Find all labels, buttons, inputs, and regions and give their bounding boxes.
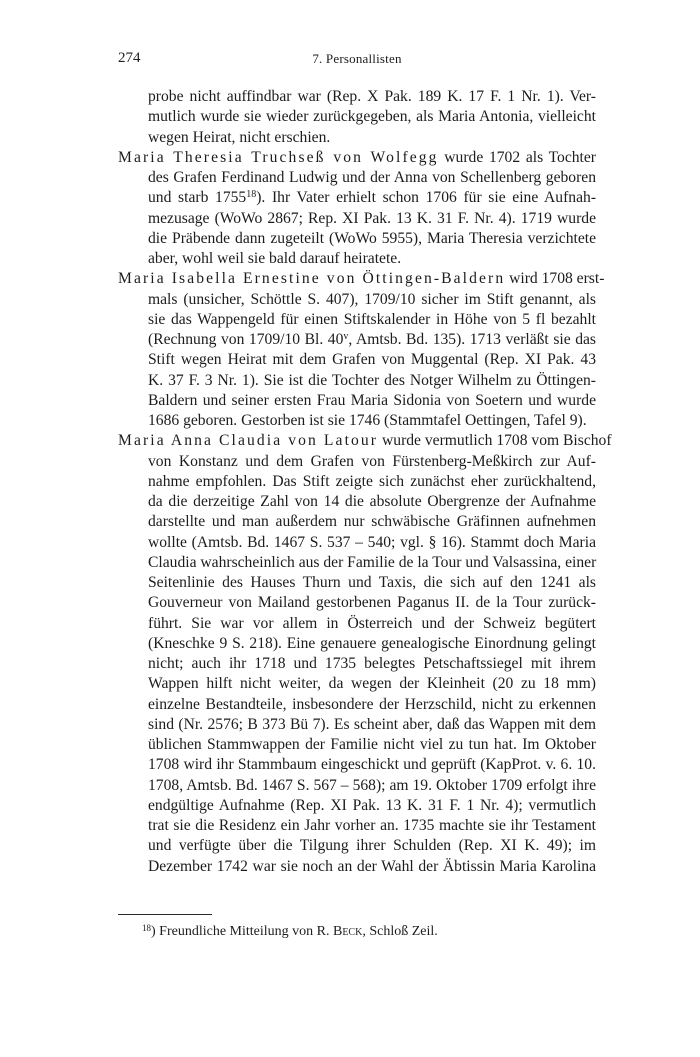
footnote-marker: 18 [142, 923, 151, 933]
text-line: Gouverneur von Mailand gestorbenen Paganus II. de la Tour zurück- [148, 594, 596, 612]
text-line: Wappen hilft nicht weiter, da wegen der Kleinheit (20 zu 18 mm) [148, 675, 596, 693]
entry-latour [118, 431, 612, 877]
person-name: Maria Isabella Ernestine von Öttingen-Baldern [118, 270, 506, 288]
text-line: sie das Wappengeld für einen Stiftskalender in Höhe von 5 fl bezahlt [148, 310, 596, 328]
text-line: probe nicht auffindbar war (Rep. X Pak. 189 K. 17 F. 1 Nr. 1). Ver- [148, 88, 596, 105]
text-line: trat sie die Residenz ein Jahr vorher an. 1735 machte sie ihr Testament [148, 817, 596, 834]
text-line: Baldern und seiner ersten Frau Maria Sidonia von Soetern und wurde [148, 391, 596, 409]
text-line: K. 37 F. 3 Nr. 1). Sie ist die Tochter des Notger Wilhelm zu Öttingen- [148, 371, 596, 389]
text-line: Maria Theresia Truchseß von Wolfegg wurde 1702 als Tochter [118, 148, 596, 166]
text-line: einzelne Bestandteile, insbesondere der Herzschild, nicht zu erkennen [148, 695, 596, 713]
text-line: 1708 wird ihr Stammbaum eingeschickt und geprüft (KapProt. v. 6. 10. [148, 756, 596, 774]
text-line: 1686 geboren. Gestorben ist sie 1746 (Stammtafel Oettingen, Tafel 9). [148, 412, 587, 429]
text-line: endgültige Aufnahme (Rep. XI Pak. 13 K. 31 F. 1 Nr. 4); vermutlich [148, 796, 596, 814]
text-line: Seitenlinie des Hauses Thurn und Taxis, die sich auf den 1241 als [148, 574, 596, 591]
text-line: Dezember 1742 war sie noch an der Wahl der Äbtissin Maria Karolina [148, 857, 596, 875]
text-line: wegen Heirat, nicht erschien. [148, 128, 331, 146]
text-line: (Rechnung von 1709/10 Bl. 40$^v$, Amtsb. Bd. 135). 1713 verläßt sie das [148, 331, 596, 348]
text-line: nicht; auch ihr 1718 und 1735 belegtes Petschaftssiegel mit ihrem [148, 655, 596, 672]
text-line: mutlich wurde sie wieder zurückgegeben, als Maria Antonia, vielleicht [148, 108, 596, 126]
text-line: Stift wegen Heirat mit dem Grafen von Muggental (Rep. XI Pak. 43 [148, 351, 596, 369]
text-line: da die derzeitige Zahl von 14 die absolute Obergrenze der Aufnahme [148, 493, 596, 510]
text-line: darstellte und man außerdem nur schwäbische Gräfinnen aufnehmen [148, 513, 596, 531]
page-header [118, 50, 596, 70]
entry-wolfegg [118, 148, 596, 270]
footnote-ref: 18 [246, 189, 257, 201]
page-number: 274 [118, 50, 141, 66]
text-line: und verfügte über die Tilgung ihrer Schulden (Rep. XI K. 49); im [148, 837, 596, 855]
person-name: Maria Theresia Truchseß von Wolfegg [118, 148, 439, 166]
text-line: mezusage (WoWo 2867; Rep. XI Pak. 13 K. 31 F. Nr. 4). 1719 wurde [148, 209, 596, 227]
text-line: Maria Anna Claudia von Latour wurde vermutlich 1708 vom Bischof [118, 432, 612, 450]
footnote-rule [118, 914, 212, 915]
text-line: (Kneschke 9 S. 218). Eine genauere genealogische Einordnung gelingt [148, 634, 596, 652]
entry-oettingen [118, 269, 605, 431]
text-line: und starb 1755$^{18}$). Ihr Vater erhielt schon 1706 für sie eine Aufnah- [148, 189, 597, 207]
text-line: nahme empfohlen. Das Stift zeigte sich zunächst eher zurückhaltend, [148, 472, 596, 490]
running-title: 7. Personallisten [312, 51, 402, 66]
text-line: aber, wohl weil sie bald darauf heiratete. [148, 250, 402, 267]
page-body [118, 87, 612, 877]
text-line: wollte (Amtsb. Bd. 1467 S. 537 – 540; vgl. § 16). Stammt doch Maria [148, 533, 596, 551]
text-line: Claudia wahrscheinlich aus der Familie de la Tour und Valsassina, einer [148, 553, 597, 571]
footnote: $^{18}$) Freundliche Mitteilung von R. Beck, Schloß Zeil. [142, 923, 438, 939]
entry-continuation [118, 87, 596, 148]
text-line: üblichen Stammwappen der Familie nicht viel zu tun hat. Im Oktober [148, 736, 596, 753]
text-line: von Konstanz und dem Grafen von Fürstenberg-Meßkirch zur Auf- [148, 452, 596, 470]
verso-mark: v [343, 331, 349, 342]
text-line: mals (unsicher, Schöttle S. 407), 1709/10 sicher im Stift genannt, als [148, 290, 596, 308]
text-line: 1708, Amtsb. Bd. 1467 S. 567 – 568); am 19. Oktober 1709 erfolgt ihre [148, 776, 596, 794]
person-name: Maria Anna Claudia von Latour [118, 432, 379, 450]
text-line: des Grafen Ferdinand Ludwig und der Anna von Schellenberg geboren [148, 169, 596, 186]
text-line: die Präbende dann zugeteilt (WoWo 5955), Maria Theresia verzichtete [148, 229, 596, 247]
text-line: sind (Nr. 2576; B 373 Bü 7). Es scheint aber, daß das Wappen mit dem [148, 715, 596, 733]
footnote-author: Beck [332, 924, 363, 939]
text-line: führt. Sie war vor allem in Österreich und der Schweiz begütert [148, 614, 596, 632]
text-line: Maria Isabella Ernestine von Öttingen-Baldern wird 1708 erst- [118, 270, 605, 288]
